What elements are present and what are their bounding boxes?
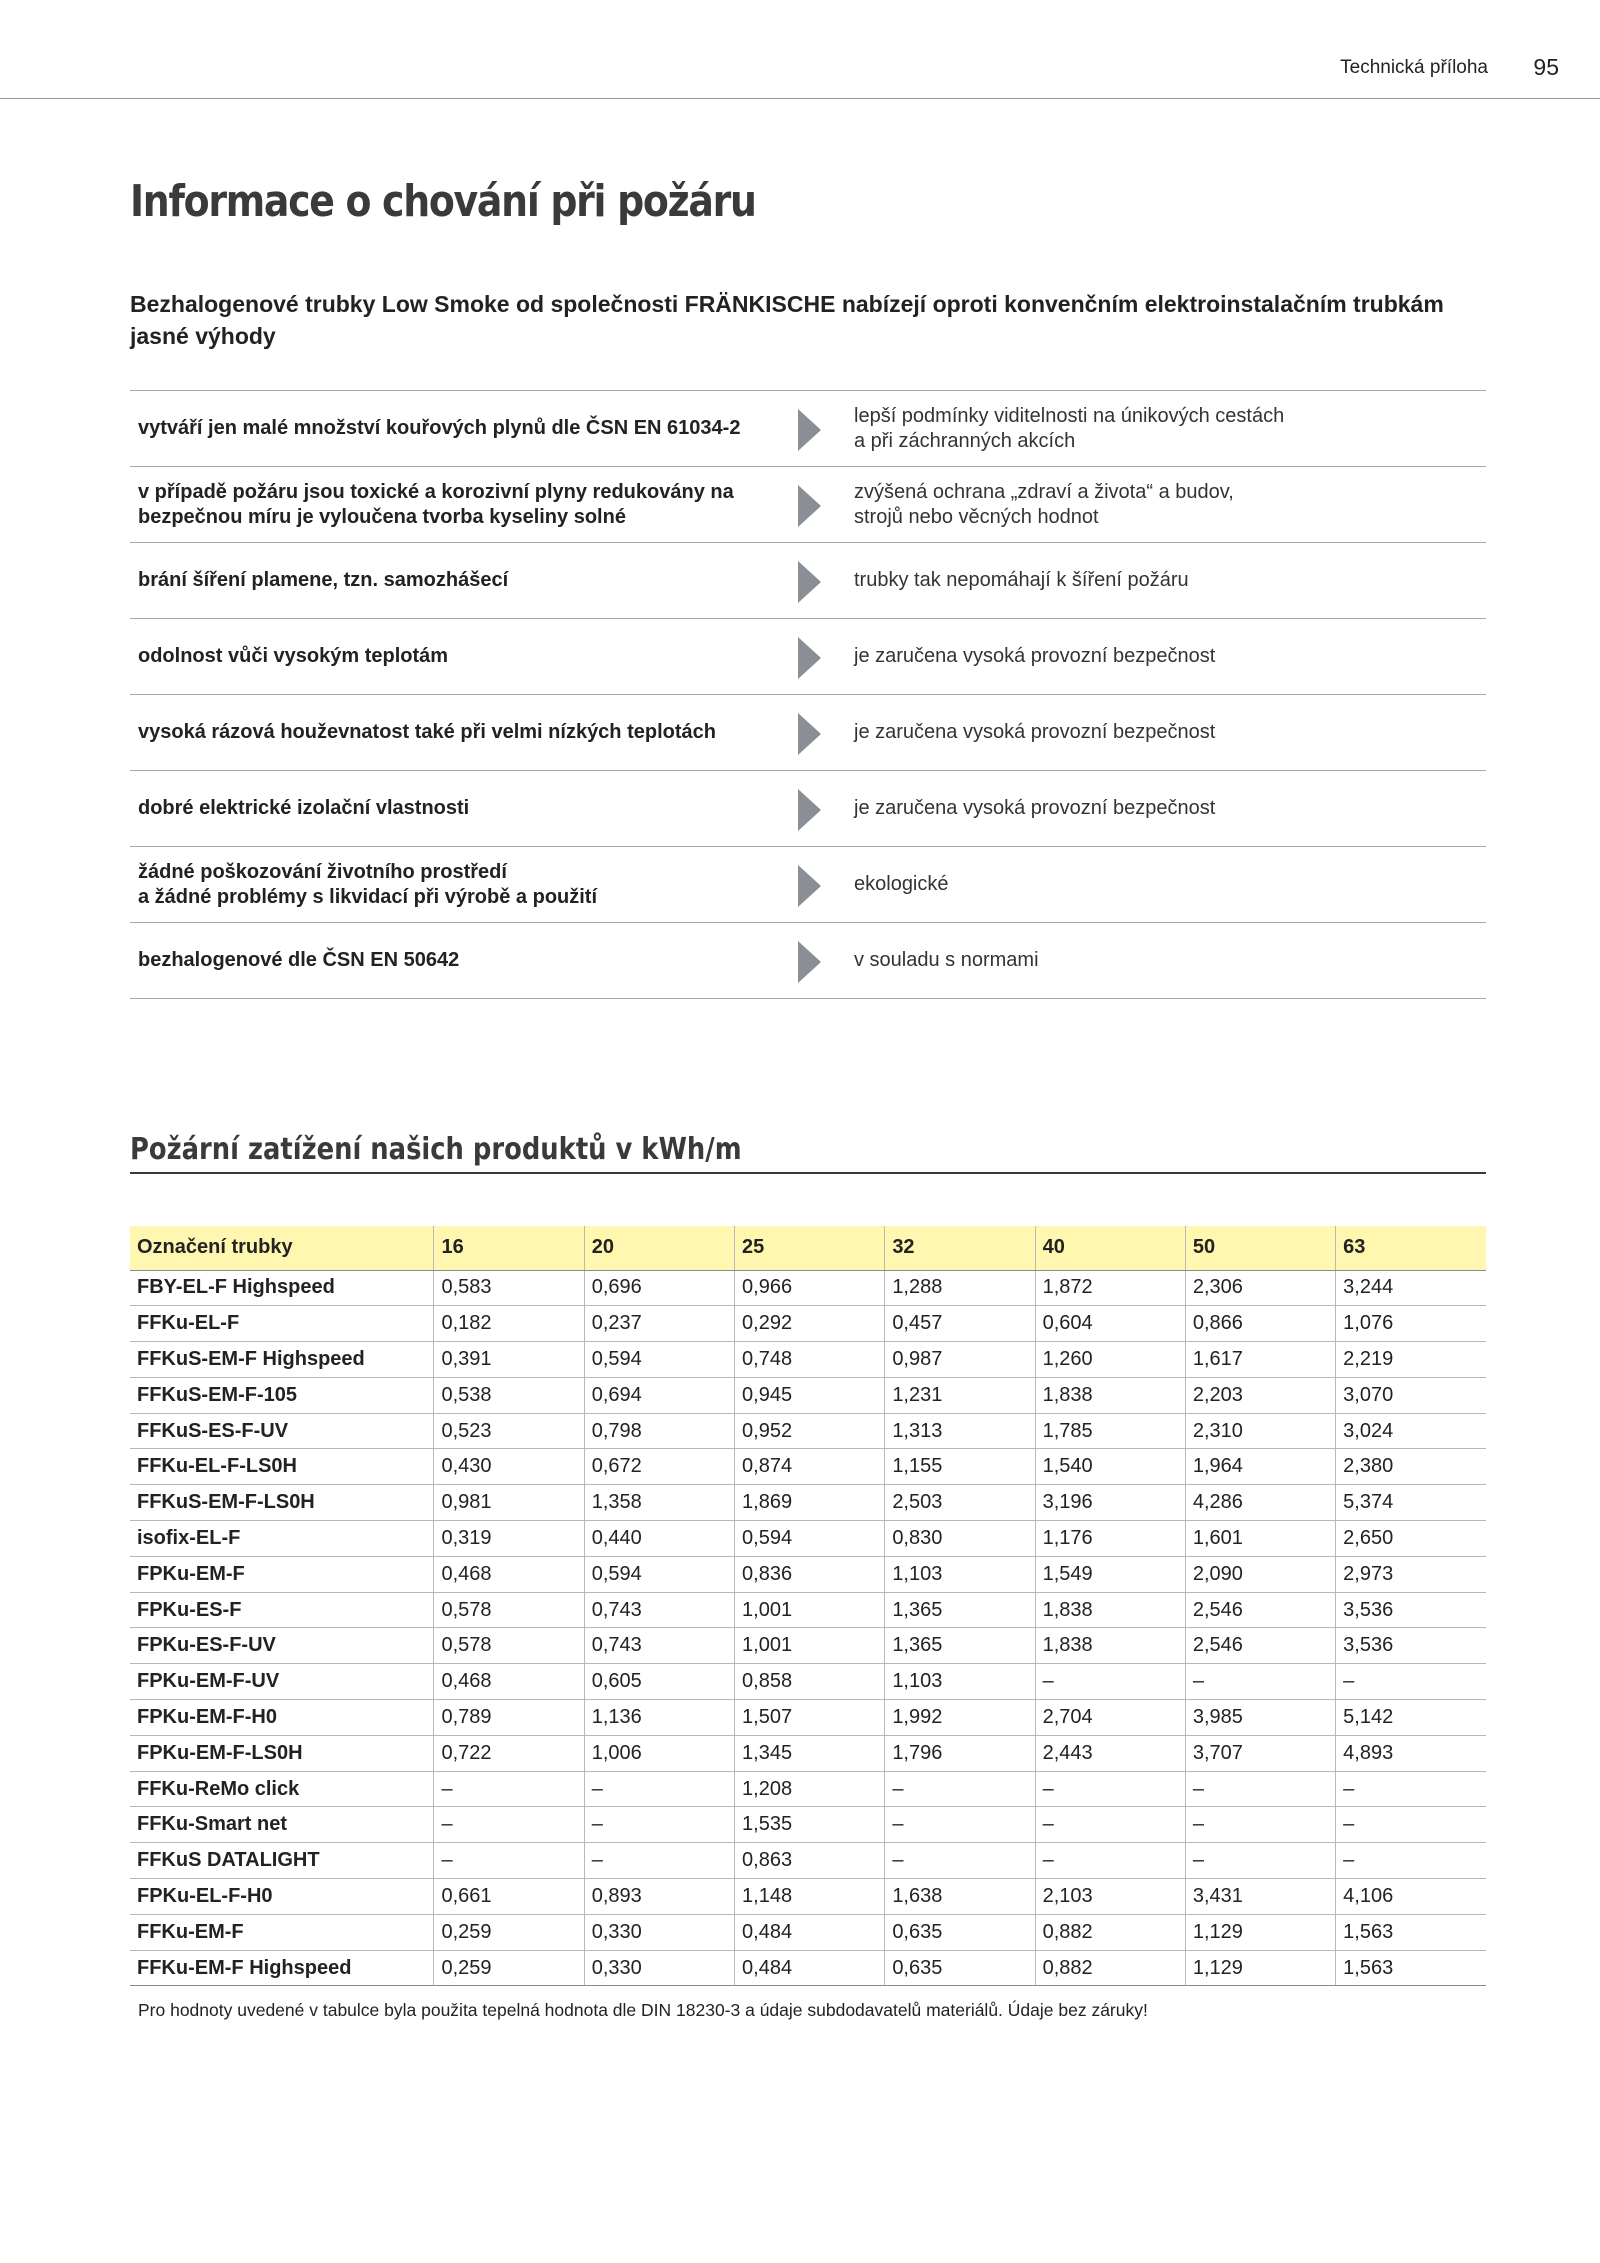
fire-load-value-cell: 1,148 (735, 1879, 885, 1915)
fire-load-value-cell: 0,583 (434, 1270, 584, 1306)
fire-load-value-cell: 1,129 (1185, 1914, 1335, 1950)
benefit-feature: vysoká rázová houževnatost také při velmi nízkých teplotách (138, 721, 716, 743)
fire-load-value-cell: 1,796 (885, 1735, 1035, 1771)
arrow-right-icon (798, 637, 821, 679)
section-name: Technická příloha (1340, 57, 1488, 78)
benefits-list (130, 390, 1486, 999)
pipe-designation-cell: FFKu-EM-F (130, 1914, 434, 1950)
fire-load-value-cell: 1,838 (1035, 1592, 1185, 1628)
benefit-feature: v případě požáru jsou toxické a korozivní plyny redukovány na bezpečnou míru je vyloučena tvorba kyseliny solné (138, 480, 734, 528)
fire-load-value-cell: 0,259 (434, 1950, 584, 1986)
fire-load-value-cell: 1,103 (885, 1556, 1035, 1592)
fire-load-value-cell: 0,945 (735, 1377, 885, 1413)
fire-load-value-cell: 0,635 (885, 1914, 1035, 1950)
fire-load-value-cell: – (1185, 1807, 1335, 1843)
fire-load-value-cell: 2,503 (885, 1485, 1035, 1521)
fire-load-value-cell: – (1336, 1843, 1486, 1879)
pipe-designation-cell: FFKu-EL-F (130, 1306, 434, 1342)
fire-load-value-cell: 0,635 (885, 1950, 1035, 1986)
fire-load-value-cell: 1,136 (584, 1700, 734, 1736)
fire-load-value-cell: 1,260 (1035, 1342, 1185, 1378)
fire-load-value-cell: 1,076 (1336, 1306, 1486, 1342)
fire-load-value-cell: 0,578 (434, 1592, 584, 1628)
benefit-feature: vytváří jen malé množství kouřových plynů dle ČSN EN 61034-2 (138, 417, 741, 439)
fire-load-value-cell: 1,358 (584, 1485, 734, 1521)
fire-load-value-cell: – (885, 1807, 1035, 1843)
arrow-right-icon (798, 409, 821, 451)
benefit-result: je zaručena vysoká provozní bezpečnost (854, 721, 1216, 743)
fire-load-value-cell: 2,203 (1185, 1377, 1335, 1413)
table-row (130, 1771, 1486, 1807)
fire-load-value-cell: 0,722 (434, 1735, 584, 1771)
fire-load-value-cell: 0,440 (584, 1521, 734, 1557)
column-header-size: 63 (1336, 1226, 1486, 1270)
benefit-row (130, 467, 1486, 543)
fire-load-value-cell: 0,882 (1035, 1914, 1185, 1950)
fire-load-value-cell: – (434, 1843, 584, 1879)
intro-text: Bezhalogenové trubky Low Smoke od společnosti FRÄNKISCHE nabízejí oproti konvenčním elektroinstalačním trubkám jasné výhody (130, 291, 1444, 349)
benefit-result: je zaručena vysoká provozní bezpečnost (854, 645, 1216, 667)
fire-load-value-cell: 0,468 (434, 1664, 584, 1700)
fire-load-title: Požární zatížení našich produktů v kWh/m (130, 1132, 742, 1167)
pipe-designation-cell: FPKu-EM-F-LS0H (130, 1735, 434, 1771)
pipe-designation-cell: FFKu-EL-F-LS0H (130, 1449, 434, 1485)
fire-load-value-cell: 0,893 (584, 1879, 734, 1915)
pipe-designation-cell: FPKu-EM-F-H0 (130, 1700, 434, 1736)
table-row (130, 1628, 1486, 1664)
pipe-designation-cell: FFKuS-EM-F-LS0H (130, 1485, 434, 1521)
fire-load-value-cell: 1,601 (1185, 1521, 1335, 1557)
arrow-right-icon (798, 865, 821, 907)
fire-load-value-cell: 3,070 (1336, 1377, 1486, 1413)
fire-load-value-cell: 0,182 (434, 1306, 584, 1342)
fire-load-value-cell: 0,430 (434, 1449, 584, 1485)
fire-load-value-cell: 2,380 (1336, 1449, 1486, 1485)
fire-load-value-cell: 0,661 (434, 1879, 584, 1915)
fire-load-value-cell: 1,838 (1035, 1377, 1185, 1413)
fire-load-value-cell: 0,457 (885, 1306, 1035, 1342)
fire-load-value-cell: 1,964 (1185, 1449, 1335, 1485)
fire-load-value-cell: 0,789 (434, 1700, 584, 1736)
fire-load-value-cell: 0,523 (434, 1413, 584, 1449)
fire-load-value-cell: – (1336, 1771, 1486, 1807)
arrow-right-icon (798, 561, 821, 603)
table-row (130, 1735, 1486, 1771)
fire-load-value-cell: 0,694 (584, 1377, 734, 1413)
fire-load-value-cell: 2,973 (1336, 1556, 1486, 1592)
table-row (130, 1413, 1486, 1449)
fire-load-value-cell: 1,001 (735, 1592, 885, 1628)
fire-load-value-cell: 1,563 (1336, 1950, 1486, 1986)
fire-load-value-cell: 0,836 (735, 1556, 885, 1592)
fire-load-value-cell: 0,672 (584, 1449, 734, 1485)
fire-load-value-cell: 0,863 (735, 1843, 885, 1879)
fire-load-value-cell: 3,985 (1185, 1700, 1335, 1736)
fire-load-value-cell: 2,704 (1035, 1700, 1185, 1736)
fire-load-value-cell: – (885, 1771, 1035, 1807)
benefit-row (130, 391, 1486, 467)
fire-load-value-cell: 0,874 (735, 1449, 885, 1485)
pipe-designation-cell: FFKu-ReMo click (130, 1771, 434, 1807)
footnote: Pro hodnoty uvedené v tabulce byla použita tepelná hodnota dle DIN 18230-3 a údaje subdodavatelů materiálů. Údaje bez záruky! (138, 2000, 1148, 2020)
fire-load-value-cell: 0,987 (885, 1342, 1035, 1378)
fire-load-value-cell: 0,259 (434, 1914, 584, 1950)
fire-load-value-cell: 3,244 (1336, 1270, 1486, 1306)
fire-load-value-cell: – (584, 1807, 734, 1843)
pipe-designation-cell: FFKuS-EM-F Highspeed (130, 1342, 434, 1378)
table-row (130, 1664, 1486, 1700)
fire-load-value-cell: 0,330 (584, 1950, 734, 1986)
table-row (130, 1556, 1486, 1592)
fire-load-value-cell: 1,129 (1185, 1950, 1335, 1986)
fire-load-value-cell: 1,638 (885, 1879, 1035, 1915)
fire-load-value-cell: 1,563 (1336, 1914, 1486, 1950)
fire-load-value-cell: 0,748 (735, 1342, 885, 1378)
fire-load-value-cell: – (1035, 1664, 1185, 1700)
fire-load-value-cell: 4,106 (1336, 1879, 1486, 1915)
pipe-designation-cell: FFKuS-ES-F-UV (130, 1413, 434, 1449)
fire-load-value-cell: 3,536 (1336, 1592, 1486, 1628)
fire-load-value-cell: 1,872 (1035, 1270, 1185, 1306)
fire-load-value-cell: 0,866 (1185, 1306, 1335, 1342)
fire-load-value-cell: – (1336, 1664, 1486, 1700)
table-row (130, 1914, 1486, 1950)
fire-load-value-cell: 2,310 (1185, 1413, 1335, 1449)
page-number: 95 (1533, 54, 1559, 80)
fire-load-value-cell: 3,707 (1185, 1735, 1335, 1771)
benefit-result: je zaručena vysoká provozní bezpečnost (854, 797, 1216, 819)
column-header-size: 20 (584, 1226, 734, 1270)
fire-load-table (130, 1226, 1486, 1986)
table-row (130, 1377, 1486, 1413)
table-row (130, 1700, 1486, 1736)
fire-load-value-cell: 1,540 (1035, 1449, 1185, 1485)
table-row (130, 1807, 1486, 1843)
fire-load-value-cell: – (434, 1807, 584, 1843)
column-header-size: 50 (1185, 1226, 1335, 1270)
arrow-right-icon (798, 941, 821, 983)
benefit-result: v souladu s normami (854, 949, 1039, 971)
fire-load-value-cell: 1,838 (1035, 1628, 1185, 1664)
fire-load-value-cell: 0,604 (1035, 1306, 1185, 1342)
fire-load-value-cell: 1,155 (885, 1449, 1035, 1485)
fire-load-value-cell: – (1185, 1843, 1335, 1879)
fire-load-value-cell: – (584, 1771, 734, 1807)
benefit-feature: bezhalogenové dle ČSN EN 50642 (138, 949, 460, 971)
column-header-size: 16 (434, 1226, 584, 1270)
fire-load-value-cell: 0,330 (584, 1914, 734, 1950)
fire-load-value-cell: 2,306 (1185, 1270, 1335, 1306)
table-row (130, 1270, 1486, 1306)
fire-load-value-cell: – (584, 1843, 734, 1879)
fire-load-value-cell: 1,617 (1185, 1342, 1335, 1378)
fire-load-value-cell: 2,546 (1185, 1628, 1335, 1664)
fire-load-value-cell: 2,090 (1185, 1556, 1335, 1592)
pipe-designation-cell: isofix-EL-F (130, 1521, 434, 1557)
fire-load-value-cell: 1,176 (1035, 1521, 1185, 1557)
column-header-size: 25 (735, 1226, 885, 1270)
fire-load-value-cell: 0,830 (885, 1521, 1035, 1557)
fire-load-value-cell: 1,288 (885, 1270, 1035, 1306)
benefit-result: zvýšená ochrana „zdraví a života“ a budov, strojů nebo věcných hodnot (854, 480, 1234, 528)
table-header-row (130, 1226, 1486, 1270)
fire-load-value-cell: 0,594 (584, 1556, 734, 1592)
table-body (130, 1270, 1486, 1986)
benefit-result: trubky tak nepomáhají k šíření požáru (854, 569, 1189, 591)
fire-load-value-cell: 1,208 (735, 1771, 885, 1807)
pipe-designation-cell: FFKuS-EM-F-105 (130, 1377, 434, 1413)
benefit-result: lepší podmínky viditelnosti na únikových cestách a při záchranných akcích (854, 404, 1285, 452)
fire-load-value-cell: 0,981 (434, 1485, 584, 1521)
fire-load-value-cell: 1,345 (735, 1735, 885, 1771)
fire-load-value-cell: 0,484 (735, 1950, 885, 1986)
fire-load-value-cell: 0,237 (584, 1306, 734, 1342)
pipe-designation-cell: FPKu-ES-F-UV (130, 1628, 434, 1664)
fire-load-value-cell: – (1185, 1771, 1335, 1807)
benefit-feature: dobré elektrické izolační vlastnosti (138, 797, 470, 819)
fire-load-value-cell: 1,869 (735, 1485, 885, 1521)
fire-load-value-cell: 1,365 (885, 1628, 1035, 1664)
fire-load-value-cell: 1,001 (735, 1628, 885, 1664)
pipe-designation-cell: FFKu-Smart net (130, 1807, 434, 1843)
page-title: Informace o chování při požáru (130, 176, 756, 227)
benefit-feature: odolnost vůči vysokým teplotám (138, 645, 449, 667)
pipe-designation-cell: FPKu-EM-F-UV (130, 1664, 434, 1700)
pipe-designation-cell: FPKu-ES-F (130, 1592, 434, 1628)
fire-load-value-cell: 0,292 (735, 1306, 885, 1342)
fire-load-value-cell: 0,696 (584, 1270, 734, 1306)
fire-load-value-cell: 3,024 (1336, 1413, 1486, 1449)
fire-load-value-cell: – (1035, 1843, 1185, 1879)
benefit-feature: brání šíření plamene, tzn. samozhášecí (138, 569, 509, 591)
fire-load-value-cell: – (885, 1843, 1035, 1879)
fire-load-value-cell: 0,594 (584, 1342, 734, 1378)
fire-load-value-cell: 4,893 (1336, 1735, 1486, 1771)
fire-load-value-cell: – (434, 1771, 584, 1807)
arrow-right-icon (798, 485, 821, 527)
fire-load-value-cell: 0,966 (735, 1270, 885, 1306)
fire-load-value-cell: 0,391 (434, 1342, 584, 1378)
benefit-row (130, 771, 1486, 847)
fire-load-value-cell: 0,743 (584, 1592, 734, 1628)
fire-load-value-cell: 0,468 (434, 1556, 584, 1592)
arrow-right-icon (798, 789, 821, 831)
pipe-designation-cell: FFKu-EM-F Highspeed (130, 1950, 434, 1986)
fire-load-value-cell: 2,650 (1336, 1521, 1486, 1557)
fire-load-value-cell: 0,743 (584, 1628, 734, 1664)
fire-load-value-cell: 5,142 (1336, 1700, 1486, 1736)
fire-load-value-cell: 0,882 (1035, 1950, 1185, 1986)
page-header (0, 0, 1600, 99)
fire-load-value-cell: 1,785 (1035, 1413, 1185, 1449)
table-row (130, 1592, 1486, 1628)
table-row (130, 1843, 1486, 1879)
column-header-designation: Označení trubky (130, 1226, 434, 1270)
fire-load-value-cell: 1,549 (1035, 1556, 1185, 1592)
pipe-designation-cell: FPKu-EM-F (130, 1556, 434, 1592)
benefit-row (130, 695, 1486, 771)
fire-load-value-cell: 0,798 (584, 1413, 734, 1449)
fire-load-value-cell: 0,952 (735, 1413, 885, 1449)
fire-load-value-cell: 0,538 (434, 1377, 584, 1413)
table-row (130, 1950, 1486, 1986)
title-divider (130, 1172, 1486, 1174)
fire-load-value-cell: 0,578 (434, 1628, 584, 1664)
fire-load-value-cell: 1,365 (885, 1592, 1035, 1628)
fire-load-value-cell: – (1185, 1664, 1335, 1700)
fire-load-value-cell: 1,313 (885, 1413, 1035, 1449)
fire-load-value-cell: 1,103 (885, 1664, 1035, 1700)
benefit-row (130, 847, 1486, 923)
table-row (130, 1306, 1486, 1342)
column-header-size: 40 (1035, 1226, 1185, 1270)
fire-load-value-cell: 0,858 (735, 1664, 885, 1700)
fire-load-value-cell: 2,219 (1336, 1342, 1486, 1378)
benefit-row (130, 543, 1486, 619)
fire-load-value-cell: 2,443 (1035, 1735, 1185, 1771)
fire-load-value-cell: 1,231 (885, 1377, 1035, 1413)
pipe-designation-cell: FPKu-EL-F-H0 (130, 1879, 434, 1915)
fire-load-value-cell: 0,484 (735, 1914, 885, 1950)
table-row (130, 1485, 1486, 1521)
fire-load-value-cell: 4,286 (1185, 1485, 1335, 1521)
fire-load-value-cell: – (1035, 1771, 1185, 1807)
fire-load-value-cell: 5,374 (1336, 1485, 1486, 1521)
fire-load-value-cell: 3,536 (1336, 1628, 1486, 1664)
benefit-result: ekologické (854, 873, 949, 895)
fire-load-value-cell: 0,605 (584, 1664, 734, 1700)
fire-load-value-cell: 2,103 (1035, 1879, 1185, 1915)
fire-load-value-cell: 1,006 (584, 1735, 734, 1771)
fire-load-value-cell: 3,196 (1035, 1485, 1185, 1521)
benefit-row (130, 619, 1486, 695)
pipe-designation-cell: FFKuS DATALIGHT (130, 1843, 434, 1879)
table-row (130, 1342, 1486, 1378)
fire-load-value-cell: – (1035, 1807, 1185, 1843)
fire-load-value-cell: 0,319 (434, 1521, 584, 1557)
fire-load-value-cell: 1,535 (735, 1807, 885, 1843)
fire-load-value-cell: – (1336, 1807, 1486, 1843)
table-row (130, 1521, 1486, 1557)
table-row (130, 1449, 1486, 1485)
arrow-right-icon (798, 713, 821, 755)
fire-load-value-cell: 0,594 (735, 1521, 885, 1557)
fire-load-value-cell: 1,507 (735, 1700, 885, 1736)
benefit-row (130, 923, 1486, 999)
table-row (130, 1879, 1486, 1915)
fire-load-value-cell: 1,992 (885, 1700, 1035, 1736)
benefit-feature: žádné poškozování životního prostředí a žádné problémy s likvidací při výrobě a použití (138, 860, 598, 908)
fire-load-value-cell: 3,431 (1185, 1879, 1335, 1915)
fire-load-value-cell: 2,546 (1185, 1592, 1335, 1628)
pipe-designation-cell: FBY-EL-F Highspeed (130, 1270, 434, 1306)
column-header-size: 32 (885, 1226, 1035, 1270)
